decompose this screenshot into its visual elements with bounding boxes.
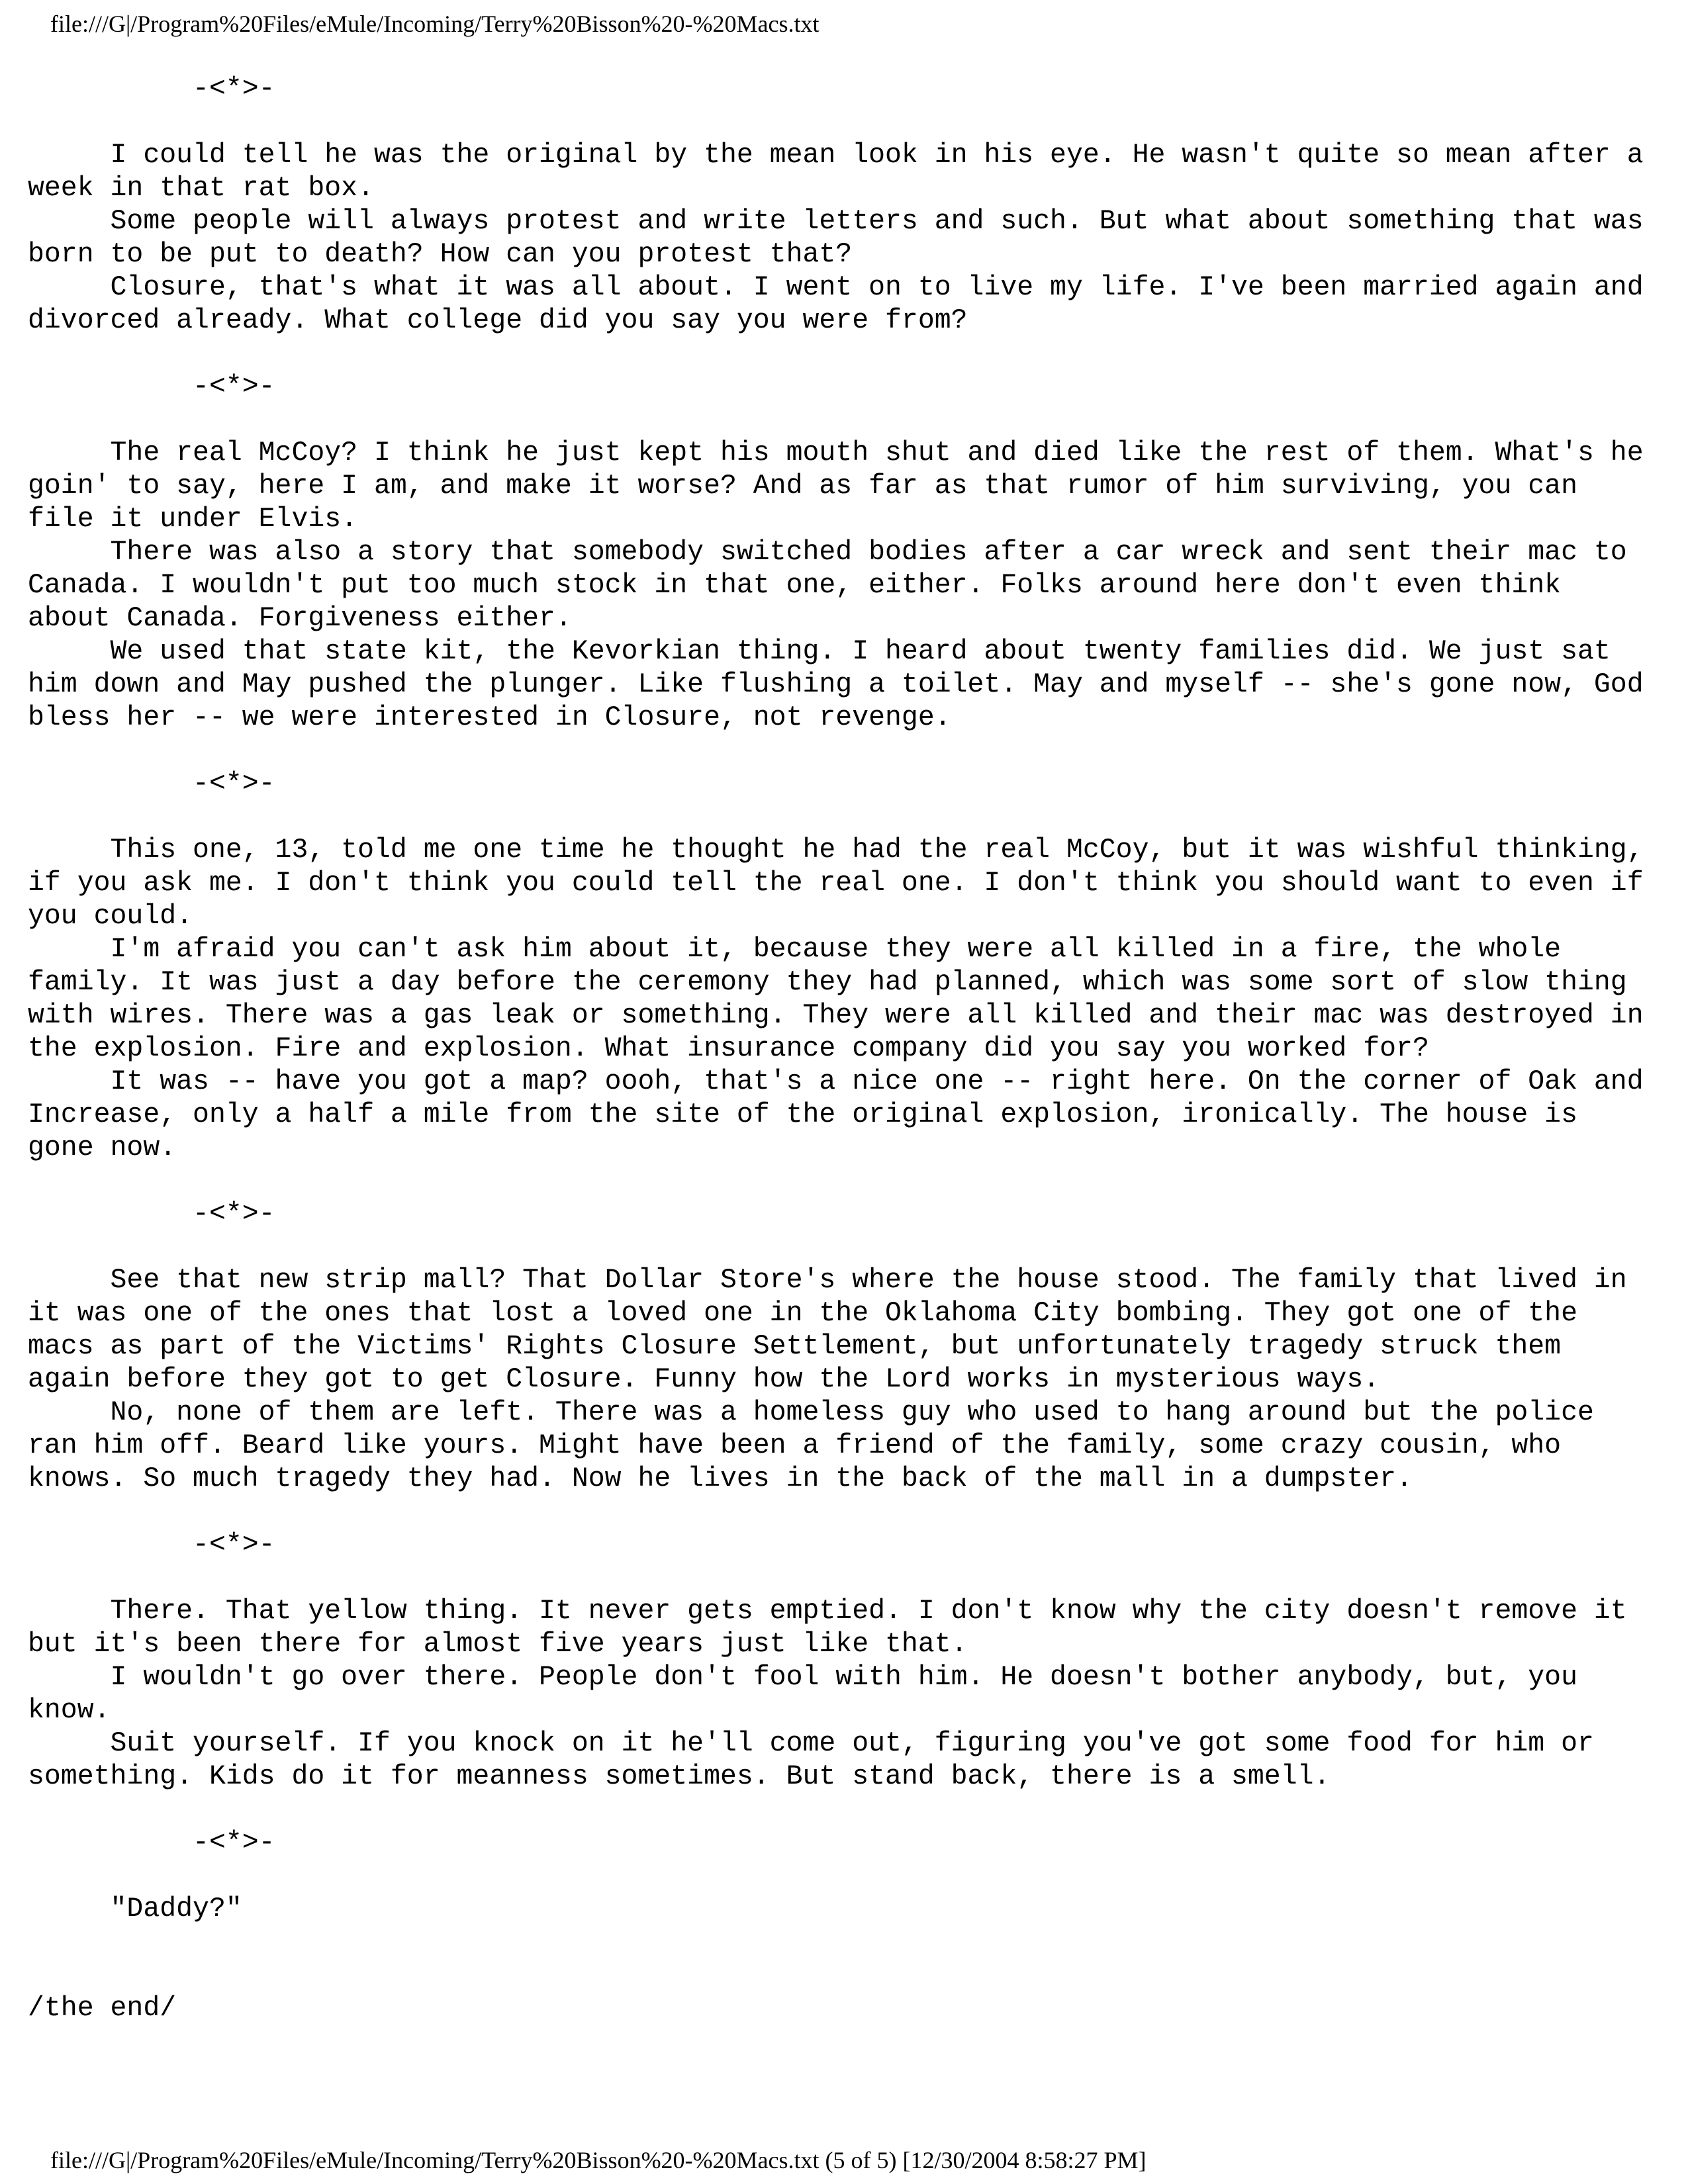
text-line: macs as part of the Victims' Rights Closure Settlement, but unfortunately tragedy struck them — [28, 1331, 1562, 1362]
text-line: Increase, only a half a mile from the site of the original explosion, ironically. The house is — [28, 1099, 1577, 1130]
text-line — [28, 1926, 1663, 1959]
text-line: something. Kids do it for meanness sometimes. But stand back, there is a smell. — [28, 1761, 1331, 1792]
text-line: Closure, that's what it was all about. I went on to live my life. I've been married again and — [28, 272, 1644, 303]
text-line: goin' to say, here I am, and make it worse? And as far as that rumor of him surviving, you can — [28, 471, 1577, 502]
text-line: I wouldn't go over there. People don't fool with him. He doesn't bother anybody, but, you — [28, 1662, 1577, 1693]
text-line: See that new strip mall? That Dollar Store's where the house stood. The family that lived in — [28, 1265, 1627, 1296]
text-line: I could tell he was the original by the mean look in his eye. He wasn't quite so mean after a — [28, 140, 1644, 171]
text-line — [28, 1794, 1663, 1827]
text-line: Suit yourself. If you knock on it he'll come out, figuring you've got some food for him or — [28, 1728, 1594, 1759]
text-line: gone now. — [28, 1132, 177, 1163]
text-line: family. It was just a day before the ceremony they had planned, which was some sort of slow thing — [28, 967, 1627, 998]
section-separator: -<*>- — [28, 1827, 275, 1858]
text-line — [28, 1231, 1663, 1264]
section-separator: -<*>- — [28, 1529, 275, 1561]
text-line — [28, 1959, 1663, 1992]
section-separator: -<*>- — [28, 73, 275, 105]
text-line: There. That yellow thing. It never gets emptied. I don't know why the city doesn't remove it — [28, 1596, 1627, 1627]
text-line: file it under Elvis. — [28, 504, 358, 535]
text-line: "Daddy?" — [28, 1893, 242, 1925]
section-separator: -<*>- — [28, 1199, 275, 1230]
text-line: but it's been there for almost five years just like that. — [28, 1629, 968, 1660]
document-body — [28, 73, 1663, 2025]
section-separator: -<*>- — [28, 371, 275, 402]
text-line: We used that state kit, the Kevorkian thing. I heard about twenty families did. We just sat — [28, 636, 1611, 667]
text-line: again before they got to get Closure. Funny how the Lord works in mysterious ways. — [28, 1364, 1380, 1395]
text-line — [28, 801, 1663, 834]
text-line: Canada. I wouldn't put too much stock in that one, either. Folks around here don't even think — [28, 570, 1562, 601]
text-line: ran him off. Beard like yours. Might have been a friend of the family, some crazy cousin, who — [28, 1430, 1562, 1461]
text-line: the explosion. Fire and explosion. What insurance company did you say you worked for? — [28, 1033, 1429, 1064]
text-line — [28, 735, 1663, 768]
text-line: with wires. There was a gas leak or something. They were all killed and their mac was destroyed in — [28, 1000, 1644, 1031]
text-line: him down and May pushed the plunger. Like flushing a toilet. May and myself -- she's gone now, God — [28, 669, 1644, 700]
text-line: bless her -- we were interested in Closure, not revenge. — [28, 702, 951, 733]
page-header-url: file:///G|/Program%20Files/eMule/Incoming/Terry%20Bisson%20-%20Macs.txt — [50, 11, 820, 37]
text-line: The real McCoy? I think he just kept his mouth shut and died like the rest of them. What's he — [28, 437, 1644, 469]
text-line: /the end/ — [28, 1993, 177, 2024]
text-line: There was also a story that somebody switched bodies after a car wreck and sent their mac to — [28, 537, 1627, 568]
text-line: about Canada. Forgiveness either. — [28, 603, 572, 634]
text-line — [28, 1165, 1663, 1198]
text-line: It was -- have you got a map? oooh, that's a nice one -- right here. On the corner of Oak and — [28, 1066, 1644, 1097]
text-line — [28, 1496, 1663, 1529]
text-line: week in that rat box. — [28, 173, 374, 204]
text-line: you could. — [28, 901, 193, 932]
text-line: divorced already. What college did you say you were from? — [28, 305, 968, 336]
text-line — [28, 1562, 1663, 1595]
text-line: This one, 13, told me one time he thought he had the real McCoy, but it was wishful thinking, — [28, 835, 1644, 866]
text-line — [28, 1860, 1663, 1893]
text-line: Some people will always protest and write letters and such. But what about something that was — [28, 206, 1644, 237]
text-line — [28, 106, 1663, 139]
text-line: I'm afraid you can't ask him about it, because they were all killed in a fire, the whole — [28, 934, 1562, 965]
text-line: know. — [28, 1695, 111, 1726]
text-line: knows. So much tragedy they had. Now he lives in the back of the mall in a dumpster. — [28, 1463, 1413, 1494]
text-line — [28, 338, 1663, 371]
text-line: born to be put to death? How can you protest that? — [28, 239, 853, 270]
page-footer-info: file:///G|/Program%20Files/eMule/Incoming/Terry%20Bisson%20-%20Macs.txt (5 of 5) [12/30/2004 8:58:27 PM] — [50, 2147, 1147, 2173]
text-line — [28, 404, 1663, 437]
text-line: if you ask me. I don't think you could tell the real one. I don't think you should want to even if — [28, 868, 1644, 899]
text-line: No, none of them are left. There was a homeless guy who used to hang around but the police — [28, 1397, 1594, 1428]
text-line: it was one of the ones that lost a loved one in the Oklahoma City bombing. They got one of the — [28, 1298, 1577, 1329]
section-separator: -<*>- — [28, 768, 275, 799]
